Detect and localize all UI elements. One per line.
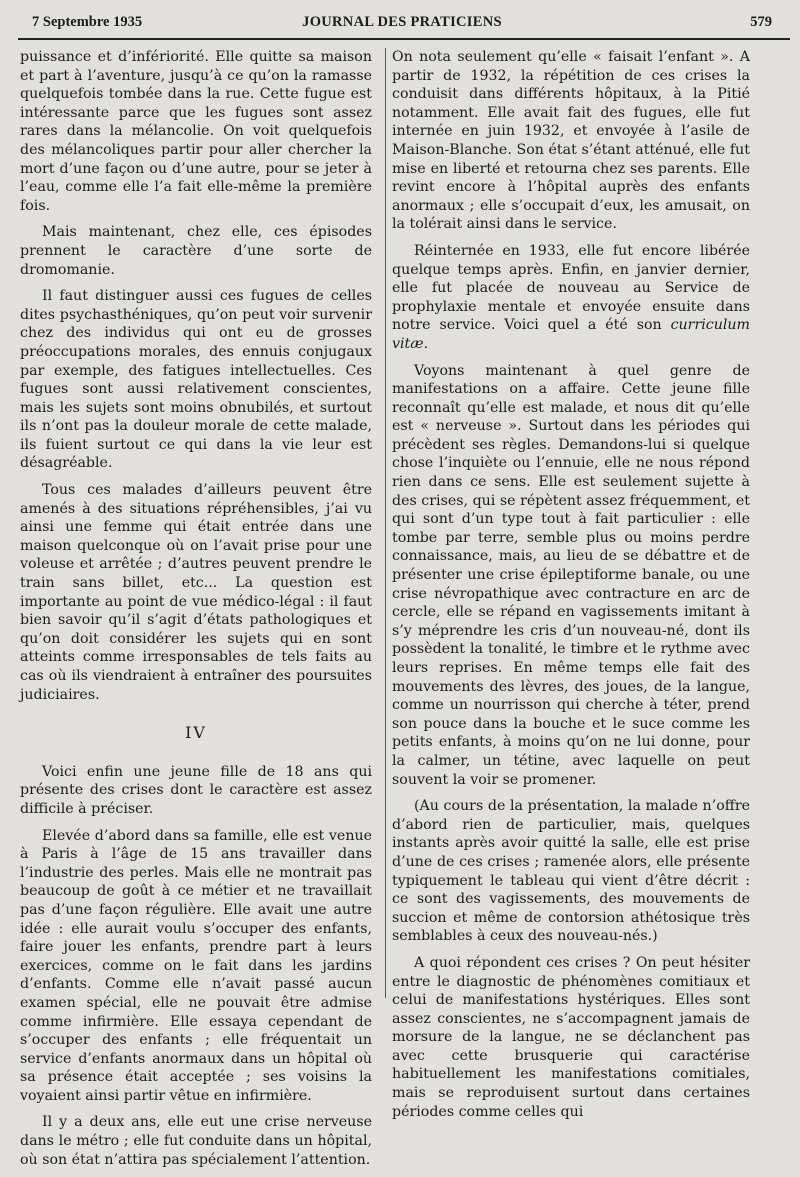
paragraph: (Au cours de la présentation, la malade n’offre d’abord rien de particulier, mais, quelques instants après avoir quitté la salle, elle est prise d’une de ces crises ; ramenée alors, elle présente typiquement le tableau qui vient d’être décrit : ce sont des vagissements, des mouvements de succion et même de contorsion athétosique très semblables à ceux des nouveau-nés.) (392, 798, 750, 945)
header-rule (18, 38, 790, 40)
paragraph: Mais maintenant, chez elle, ces épisodes prennent le caractère d’une sorte de dromomanie. (20, 224, 372, 278)
paragraph: puissance et d’infériorité. Elle quitte sa maison et part à l’aventure, jusqu’à ce qu’on la ramasse quelquefois tombée dans la rue. Cette fugue est intéressante parce que les fugues sont assez rares dans la mélancolie. On voit quelquefois des mélancoliques partir pour aller chercher la mort d’une façon ou d’une autre, pour se jeter à l’eau, comme elle l’a fait elle-même la première fois. (20, 49, 372, 214)
section-heading: IV (185, 723, 207, 743)
journal-title: JOURNAL DES PRATICIENS (302, 14, 502, 30)
left-column (20, 48, 372, 1177)
right-column (392, 48, 750, 1129)
italic-term: curriculum vitæ (392, 317, 750, 352)
paragraph: Elevée d’abord dans sa famille, elle est venue à Paris à l’âge de 15 ans travailler dans l’industrie des perles. Mais elle ne montrait pas beaucoup de goût à ce métier et ne travaillait pas d’une façon régulière. Elle avait une autre idée : elle aurait voulu s’occuper des enfants, faire jouer les enfants, prendre part à leurs exercices, comme on le fait dans les jardins d’enfants. Comme elle n’avait passé aucun examen spécial, elle ne pouvait être admise comme infirmière. Elle essaya cependant de s’occuper des enfants ; elle fréquentait un service d’enfants anormaux dans un hôpital où sa présence était acceptée ; ses voisins la voyaient ainsi partir vêtue en infirmière. (20, 827, 372, 1104)
paragraph: On nota seulement qu’elle « faisait l’enfant ». A partir de 1932, la répétition de ces crises la conduisit dans différents hôpitaux, à la Pitié notamment. Elle avait fait des fugues, elle fut internée en juin 1932, et envoyée à l’asile de Maison-Blanche. Son état s’étant atténué, elle fut mise en liberté et retourna chez ses parents. Elle revint encore à l’hôpital auprès des enfants anormaux ; elle s’occupait d’eux, les amusait, on la tolérait ainsi dans le service. (392, 49, 750, 233)
column-divider (385, 48, 386, 998)
paragraph: Il y a deux ans, elle eut une crise nerveuse dans le métro ; elle fut conduite dans un hôpital, où son état n’attira pas spécialement l’attention. (20, 1114, 372, 1168)
paragraph: Il faut distinguer aussi ces fugues de celles dites psychasthéniques, qu’on peut voir survenir chez des individus qui ont eu de grosses préoccupations morales, des ennuis conjugaux par exemple, des fatigues intellectuelles. Ces fugues sont aussi relativement conscientes, mais les sujets sont moins obnubilés, et surtout ils n’ont pas la douleur morale de cette malade, ils fuient surtout ce qui dans la vie leur est désagréable. (20, 288, 372, 472)
issue-date: 7 Septembre 1935 (32, 14, 143, 30)
paragraph (392, 242, 750, 354)
page-number: 579 (750, 14, 772, 30)
paragraph: Voyons maintenant à quel genre de manifestations on a affaire. Cette jeune fille reconnaît qu’elle est malade, et nous dit qu’elle est « nerveuse ». Surtout dans les périodes qui précèdent ses règles. Demandons-lui si quelque chose l’inquiète ou l’ennuie, elle ne nous répond rien dans ce sens. Elle est seulement sujette à des crises, qui se répètent assez fréquemment, et qui sont d’un type tout à fait particulier : elle tombe par terre, semble plus ou moins perdre connaissance, mais, au lieu de se débattre et de présenter une crise épileptiforme banale, ou une crise névropathique avec contracture en arc de cercle, elle se répand en vagissements imitant à s’y méprendre les cris d’un nouveau-né, dont ils possèdent la tonalité, le timbre et le rythme avec leurs reprises. En même temps elle fait des mouvements des lèvres, des joues, de la langue, comme un nourrisson qui cherche à téter, prend son pouce dans la bouche et le suce comme les petits enfants, à moins qu’on ne lui donne, pour la calmer, un tétine, avec laquelle on peut souvent la voir se promener. (392, 362, 750, 788)
paragraph-end: . (423, 335, 429, 352)
paragraph-text: Réinternée en 1933, elle fut encore libérée quelque temps après. Enfin, en janvier dernier, elle fut placée de nouveau au Service de prophylaxie mentale et envoyée ensuite dans notre service. Voici quel a été son (392, 242, 750, 334)
paragraph: Tous ces malades d’ailleurs peuvent être amenés à des situations répréhensibles, j’ai vu ainsi une femme qui était entrée dans une maison quelconque où on l’avait prise pour une voleuse et arrêtée ; d’autres peuvent prendre le train sans billet, etc... La question est importante au point de vue médico-légal : il faut bien savoir qu’il s’agit d’états pathologiques et qu’on doit considérer les sujets qui en sont atteints comme irresponsables de tels faits au cas où ils viendraient à entraîner des poursuites judiciaires. (20, 482, 372, 703)
running-header (32, 14, 772, 36)
paragraph: A quoi répondent ces crises ? On peut hésiter entre le diagnostic de phénomènes comitiaux et celui de manifestations hystériques. Elles sont assez conscientes, ne s’accompagnent jamais de morsure de la langue, ne se déclanchent pas avec cette brusquerie qui caractérise habituellement les manifestations comitiales, mais se reproduisent surtout dans certaines périodes comme celles qui (392, 954, 750, 1120)
paragraph: Voici enfin une jeune fille de 18 ans qui présente des crises dont le caractère est assez difficile à préciser. (20, 763, 372, 817)
